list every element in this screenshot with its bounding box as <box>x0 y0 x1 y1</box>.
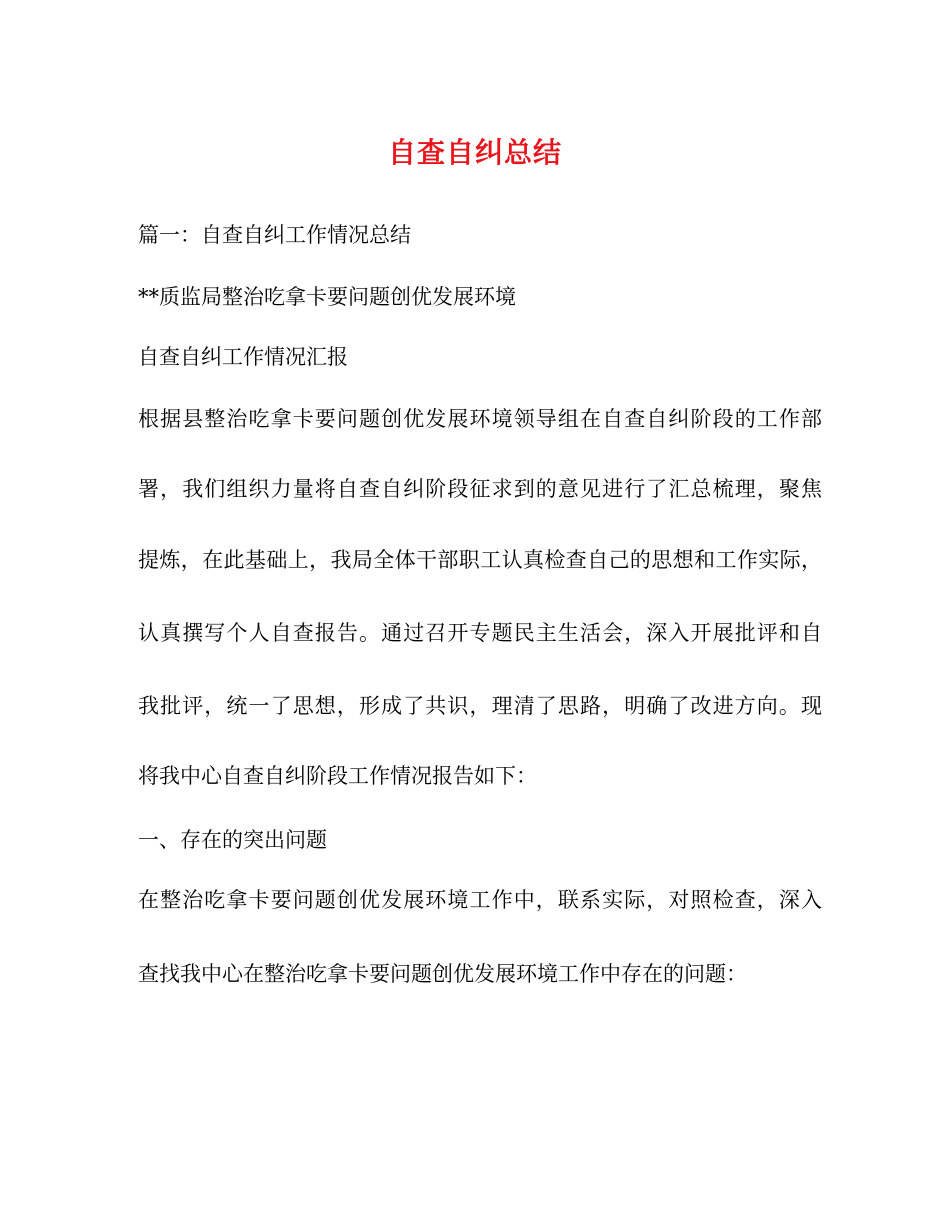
paragraph-1-line: 认真撰写个人自查报告。通过召开专题民主生活会，深入开展批评和自 <box>138 621 822 645</box>
paragraph-1-line: 提炼，在此基础上，我局全体干部职工认真检查自己的思想和工作实际， <box>138 548 822 572</box>
paragraph-1-line: 署，我们组织力量将自查自纠阶段征求到的意见进行了汇总梳理，聚焦 <box>138 477 822 501</box>
document-title: 自查自纠总结 <box>387 136 562 169</box>
heading-3: 自查自纠工作情况汇报 <box>138 345 348 369</box>
section-1-heading: 一、存在的突出问题 <box>138 828 327 852</box>
paragraph-1-line: 根据县整治吃拿卡要问题创优发展环境领导组在自查自纠阶段的工作部 <box>138 407 822 431</box>
heading-1: 篇一：自查自纠工作情况总结 <box>138 223 411 247</box>
heading-2: **质监局整治吃拿卡要问题创优发展环境 <box>138 285 516 309</box>
paragraph-1-line: 将我中心自查自纠阶段工作情况报告如下： <box>138 764 537 788</box>
paragraph-2-line: 在整治吃拿卡要问题创优发展环境工作中，联系实际，对照检查，深入 <box>138 888 822 912</box>
paragraph-1-line: 我批评，统一了思想，形成了共识，理清了思路，明确了改进方向。现 <box>138 694 822 718</box>
paragraph-2-line: 查找我中心在整治吃拿卡要问题创优发展环境工作中存在的问题： <box>138 962 747 986</box>
